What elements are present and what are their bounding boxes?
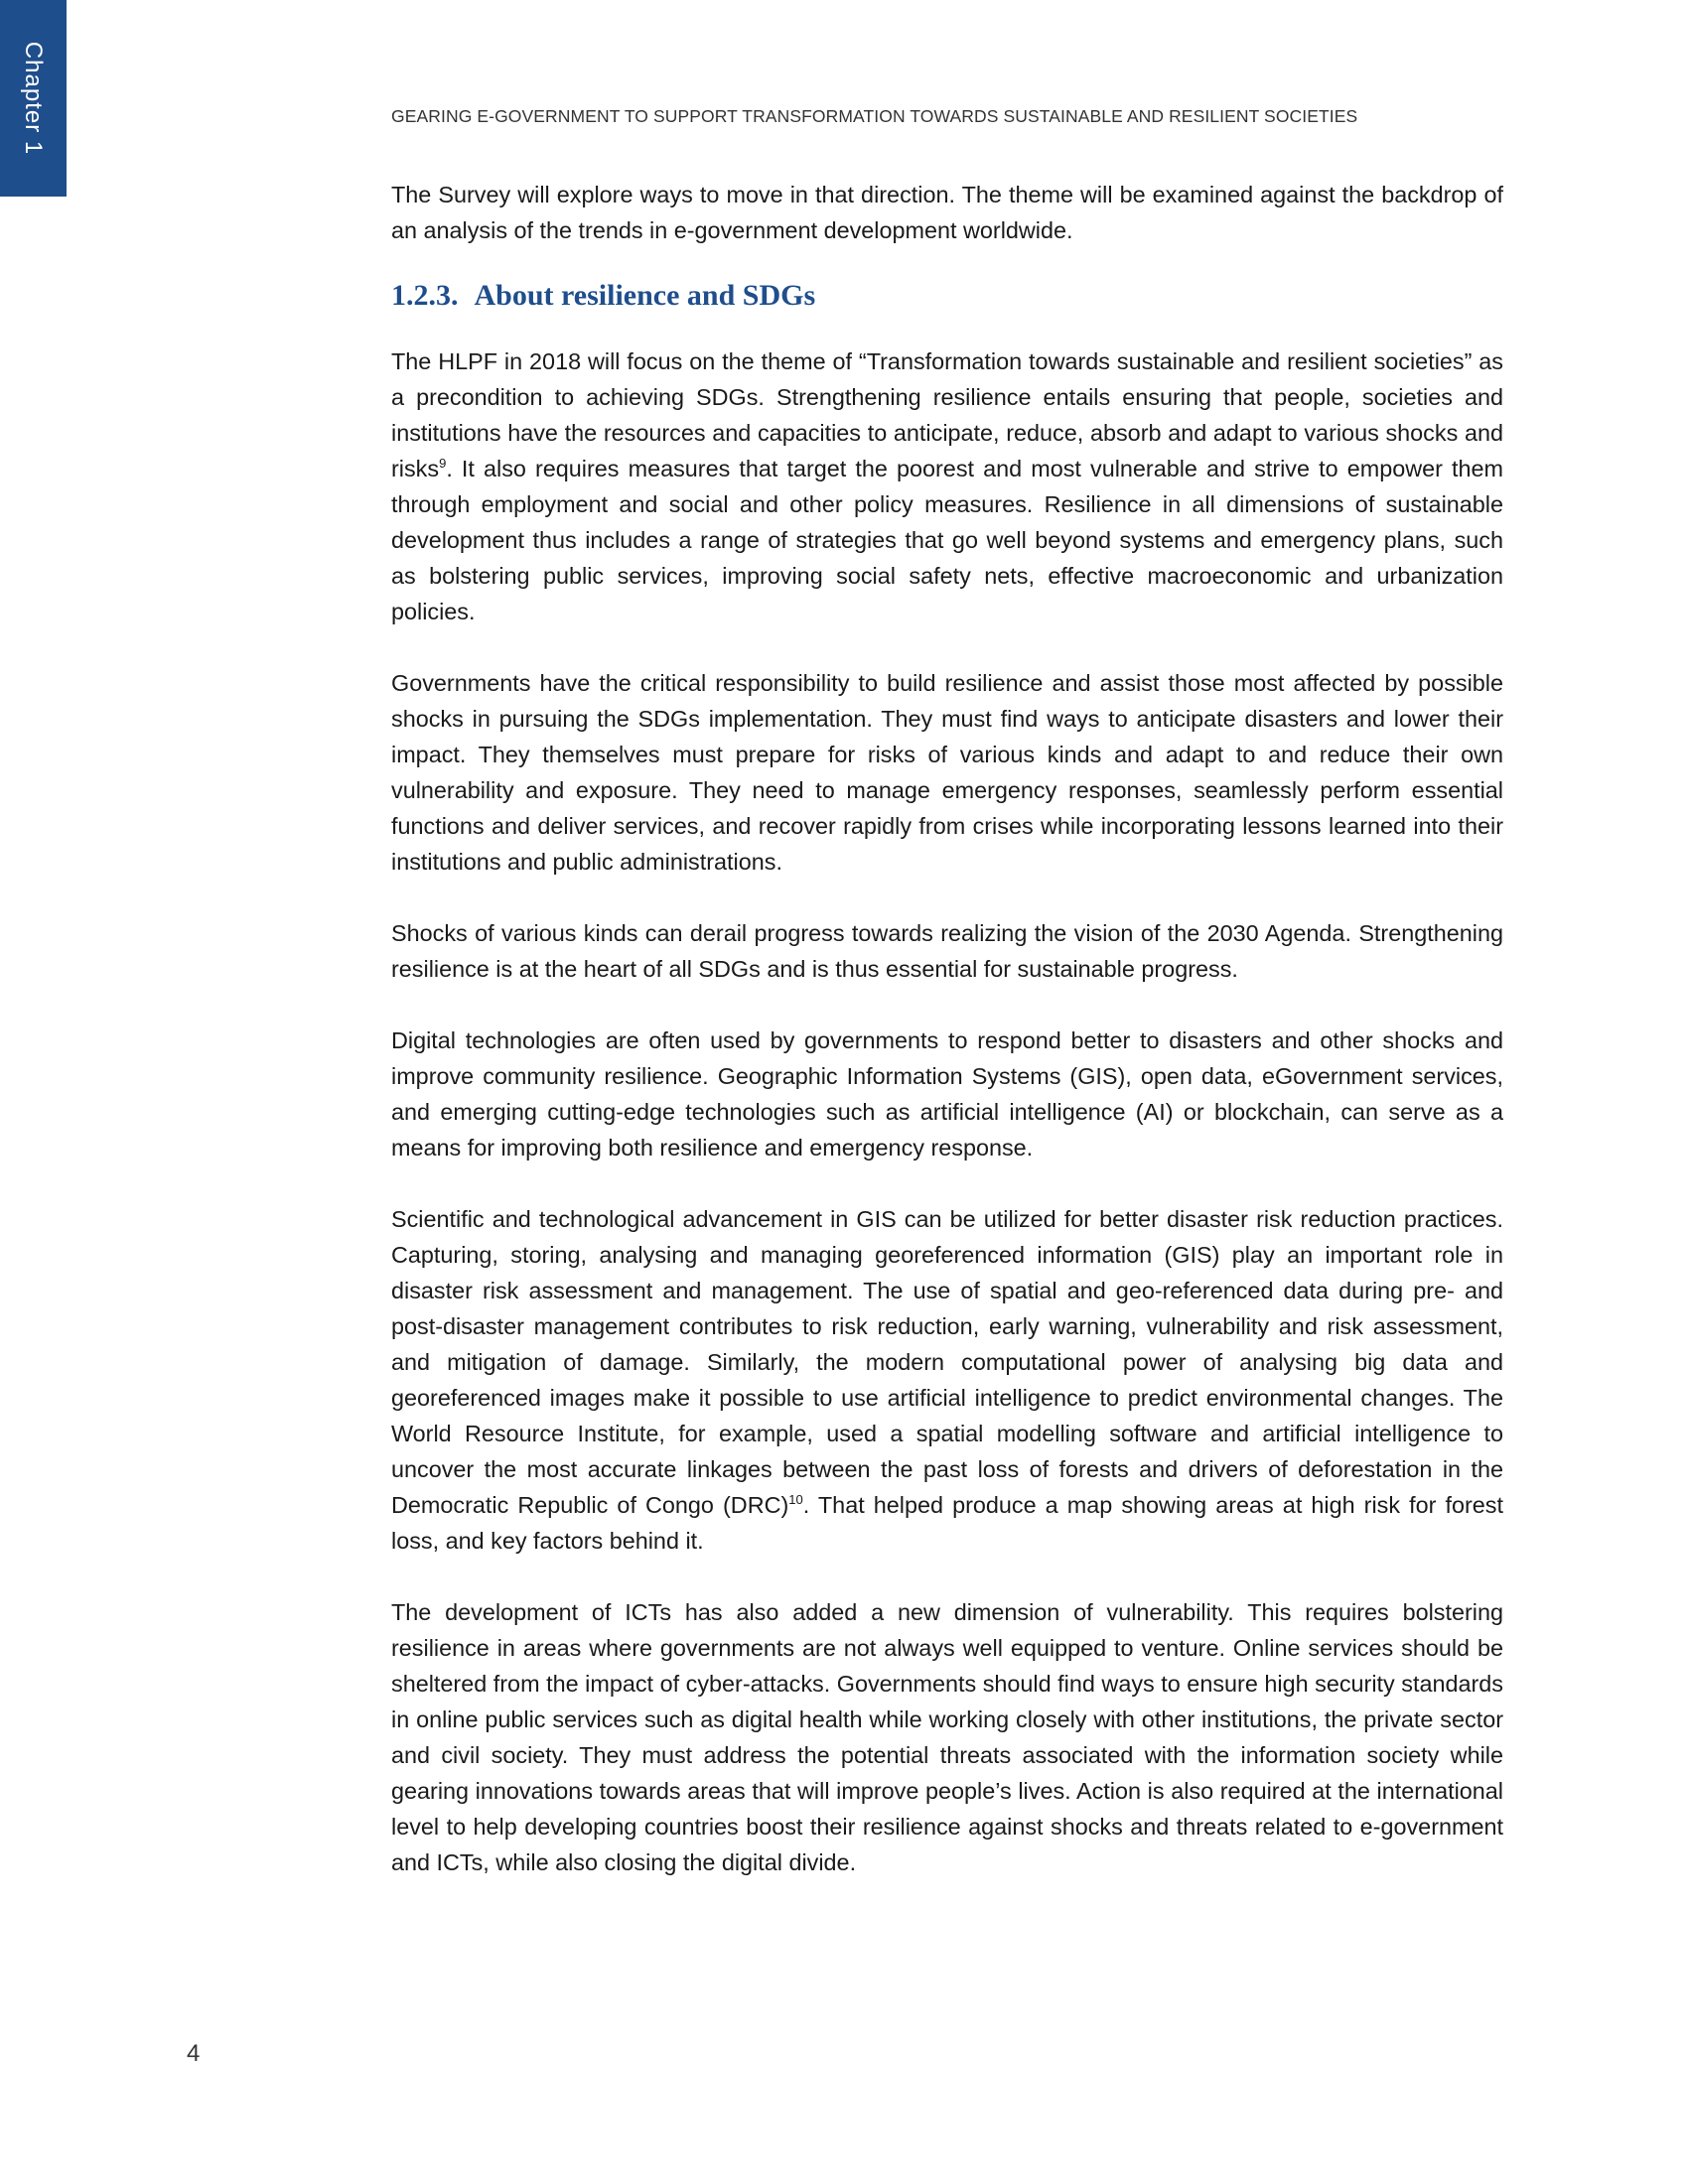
page-number: 4	[187, 2040, 201, 2067]
footnote-marker: 10	[788, 1492, 803, 1508]
paragraph-governments: Governments have the critical responsibility to build resilience and assist those most affected by possible shocks in pursuing the SDGs implementation. They must find ways to anticipate disasters and lower their impact. They themselves must prepare for risks of various kinds and adapt to and reduce their own vulnerability and exposure. They need to manage emergency responses, seamlessly perform essential functions and deliver services, and recover rapidly from crises while incorporating lessons learned into their institutions and public administrations.	[391, 670, 1503, 875]
paragraph-hlpf	[391, 343, 1503, 629]
paragraph-shocks: Shocks of various kinds can derail progress towards realizing the vision of the 2030 Agenda. Strengthening resilience is at the heart of all SDGs and is thus essential for sustainable progress.	[391, 920, 1503, 982]
section-heading	[391, 276, 1503, 316]
chapter-tab	[0, 0, 67, 197]
paragraph-text: The HLPF in 2018 will focus on the theme of “Transformation towards sustainable and resilient societies” as a precondition to achieving SDGs. Strengthening resilience entails ensuring that people, societies and institutions have the resources and capacities to anticipate, reduce, absorb and adapt to various shocks and risks	[391, 348, 1503, 481]
footnote-marker: 9	[439, 456, 447, 472]
running-header: GEARING E-GOVERNMENT TO SUPPORT TRANSFORMATION TOWARDS SUSTAINABLE AND RESILIENT SOCIETIES	[391, 106, 1358, 126]
intro-paragraph: The Survey will explore ways to move in that direction. The theme will be examined against the backdrop of an analysis of the trends in e-government development worldwide.	[391, 182, 1503, 243]
paragraph-icts: The development of ICTs has also added a new dimension of vulnerability. This requires bolstering resilience in areas where governments are not always well equipped to venture. Online services should be sheltered from the impact of cyber-attacks. Governments should find ways to ensure high security standards in online public services such as digital health while working closely with other institutions, the private sector and civil society. They must address the potential threats associated with the information society while gearing innovations towards areas that will improve people’s lives. Action is also required at the international level to help developing countries boost their resilience against shocks and threats related to e-government and ICTs, while also closing the digital divide.	[391, 1599, 1503, 1875]
paragraph-text: . It also requires measures that target the poorest and most vulnerable and strive to empower them through employment and social and other policy measures. Resilience in all dimensions of sustainable development thus includes a range of strategies that go well beyond systems and emergency plans, such as bolstering public services, improving social safety nets, effective macroeconomic and urbanization policies.	[391, 456, 1503, 624]
paragraph-digital-technologies: Digital technologies are often used by governments to respond better to disasters and other shocks and improve community resilience. Geographic Information Systems (GIS), open data, eGovernment services, and emerging cutting-edge technologies such as artificial intelligence (AI) or blockchain, can serve as a means for improving both resilience and emergency response.	[391, 1027, 1503, 1160]
section-title: About resilience and SDGs	[474, 279, 816, 312]
main-content	[391, 177, 1503, 1916]
section-number: 1.2.3.	[391, 279, 459, 312]
paragraph-gis	[391, 1201, 1503, 1559]
chapter-label: Chapter 1	[20, 41, 48, 156]
paragraph-text: Scientific and technological advancement in GIS can be utilized for better disaster risk reduction practices. Capturing, storing, analysing and managing georeferenced information (GIS) play an important role in disaster risk assessment and management. The use of spatial and geo-referenced data during pre- and post-disaster management contributes to risk reduction, early warning, vulnerability and risk assessment, and mitigation of damage. Similarly, the modern computational power of analysing big data and georeferenced images make it possible to use artificial intelligence to predict environmental changes. The World Resource Institute, for example, used a spatial modelling software and artificial intelligence to uncover the most accurate linkages between the past loss of forests and drivers of deforestation in the Democratic Republic of Congo (DRC)	[391, 1206, 1503, 1518]
paragraph-text: . That helped produce a map showing areas at high risk for forest loss, and key factors behind it.	[391, 1492, 1503, 1554]
